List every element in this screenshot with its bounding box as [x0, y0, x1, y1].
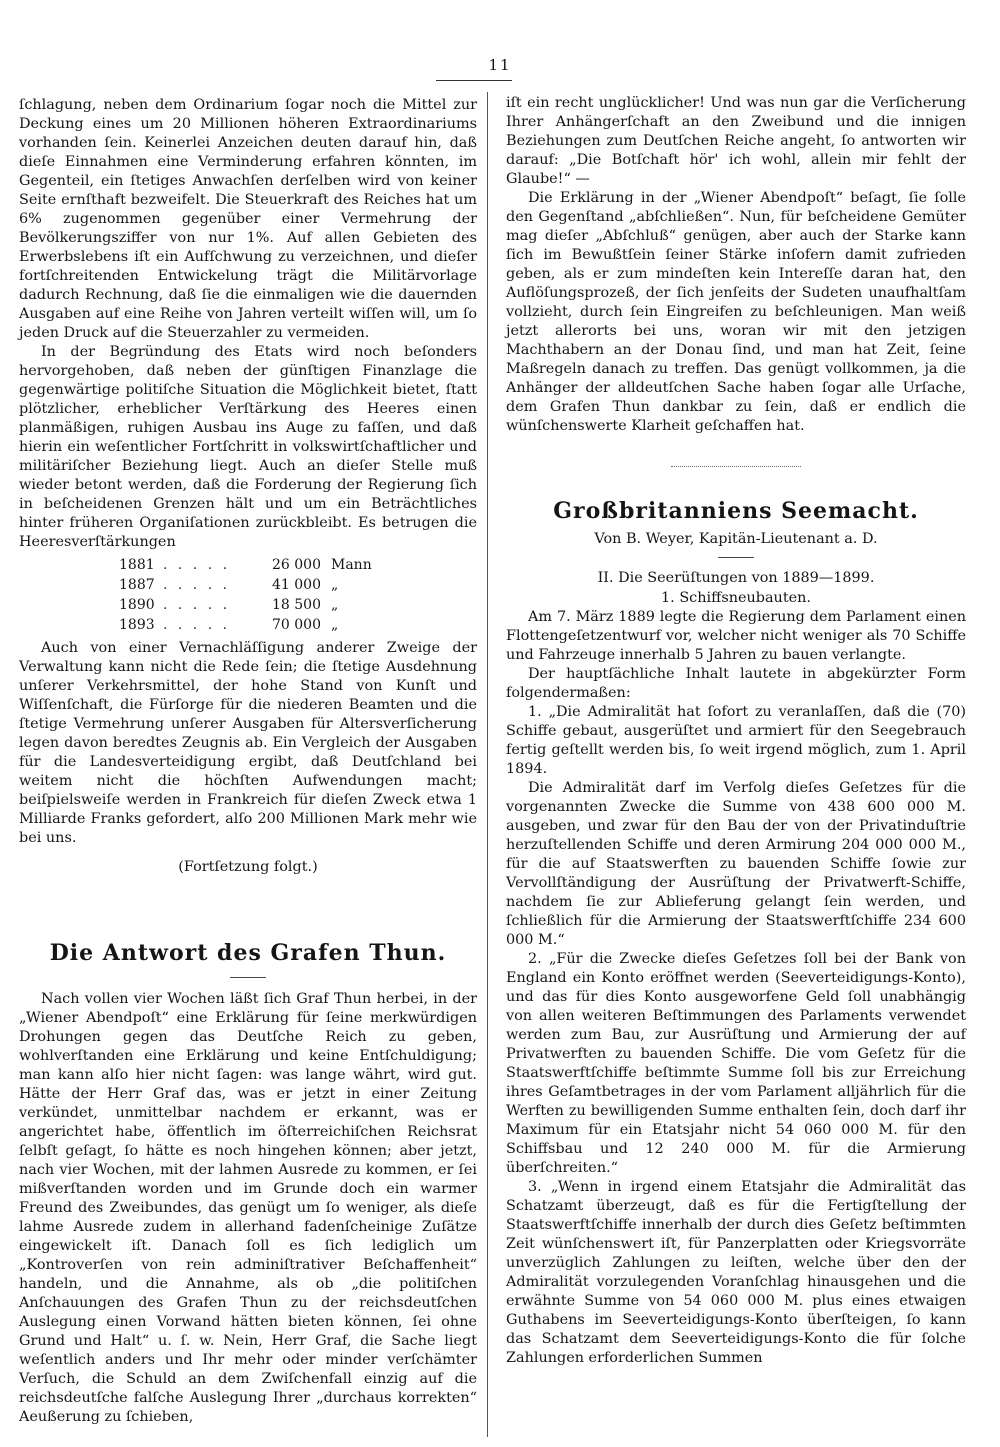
left-paragraph-1: ſchlagung, neben dem Ordinarium ſogar noch die Mittel zur Deckung eines um 20 Millionen höheren Extraordinariums vorhanden ſein. Keinerlei Anzeichen deuten darauf hin, daß dieſe Einnahmen eine Verminderung erfahren könnten, im Gegenteil, ein ſtetiges Anwachſen derſelben wird von keiner Seite ernſthaft bezweifelt. Die Steuerkraft des Reiches hat um 6% zugenommen gegenüber einer Vermehrung der Bevölkerungsziffer von nur 1%. Auf allen Gebieten des Erwerbslebens iſt ein Aufſchwung zu verzeichnen, und dieſer fortſchreitenden Entwickelung trägt die Militärvorlage dadurch Rechnung, daß ſie die einmaligen wie die dauernden Ausgaben auf eine Reihe von Jahren verteilt wiſſen will, um ſo jeden Druck auf die Steuerzahler zu vermeiden.	[19, 97, 477, 341]
table-year: 1893	[119, 617, 155, 633]
article-heading-seemacht: Großbritanniens Seemacht.	[553, 498, 919, 524]
subsection-heading: 1. Schiffsneubauten.	[661, 590, 811, 606]
right-paragraph-8: 3. „Wenn in irgend einem Etatsjahr die Admiralität das Schatzamt überzeugt, daß es für die Fertigſtellung der Staatswerftſchiffe innerhalb der durch dies Geſetz beſtimmten Zeit wünſchenswert iſt, für Panzerplatten oder Kriegsvorräte unverzüglich Zahlungen zu leiſten, welche über den der Admiralität vorzulegenden Voranſchlag hinausgehen und die erwähnte Summe von 54 060 000 M. plus eines etwaigen Guthabens im Seeverteidigungs-Konto überſteigen, ſo kann das Schatzamt dem Seeverteidigungs-Konto die für ſolche Zahlungen erforderlichen Summen	[506, 1179, 966, 1366]
article-heading-thun: Die Antwort des Grafen Thun.	[49, 940, 447, 966]
right-paragraph-1: iſt ein recht unglücklicher! Und was nun gar die Verſicherung Ihrer Anhängerſchaft an den Zweibund und die innigen Beziehungen zum Deutſchen Reiche angeht, ſo antworten wir darauf: „Die Botſchaft hör' ich wohl, allein mir fehlt der Glaube!“ —	[506, 95, 966, 187]
table-value: 18 500	[272, 597, 321, 613]
table-unit: „	[331, 597, 339, 613]
table-unit: „	[331, 577, 339, 593]
page-number: 11	[488, 56, 512, 74]
table-row	[119, 555, 477, 575]
section-heading: II. Die Seerüſtungen von 1889—1899.	[597, 570, 875, 586]
right-column	[506, 94, 966, 1368]
left-column	[19, 96, 477, 1427]
table-unit: Mann	[331, 557, 372, 573]
table-value: 41 000	[272, 577, 321, 593]
table-dots: . . . . .	[163, 597, 231, 613]
right-paragraph-5: 1. „Die Admiralität hat ſofort zu veranlaſſen, daß die (70) Schiffe gebaut, ausgerüſtet und armiert für den Seegebrauch fertig geſtellt werden bis, ſo weit irgend möglich, zum 1. April 1894.	[506, 704, 966, 777]
table-dots: . . . . .	[163, 577, 231, 593]
table-row	[119, 595, 477, 615]
left-paragraph-2: In der Begründung des Etats wird noch beſonders hervorgehoben, daß neben der günſtigen Finanzlage die gegenwärtige politiſche Situation die Möglichkeit bietet, ſtatt plötzlicher, erheblicher Verſtärkung des Heeres einen planmäßigen, ruhigen Ausbau ins Auge zu faſſen, und daß hierin ein weſentlicher Fortſchritt in volkswirtſchaftlicher und militäriſcher Beziehung liegt. Auch an dieſer Stelle muß wieder betont werden, daß die Forderung der Regierung ſich in beſcheidenen Grenzen hält und um ein Beträchtliches hinter früheren Organiſationen zurückbleibt. Es betrugen die Heeresverſtärkungen	[19, 344, 477, 550]
table-value: 70 000	[272, 617, 321, 633]
page-number-rule	[436, 80, 512, 81]
right-paragraph-2: Die Erklärung in der „Wiener Abendpoſt“ beſagt, ſie ſolle den Gegenſtand „abſchließen“. Nun, für beſcheidene Gemüter mag dieſer „Abſchluß“ genügen, aber auch der Starke kann ſich im Bewußtſein ſeiner Stärke inſofern damit zufrieden geben, als er zum mindeſten kein Intereſſe daran hat, den Auflöſungsprozeß, der ſich jenſeits der Sudeten unaufhaltſam vollzieht, durch ſein Eingreifen zu beſchleunigen. Man weiß jetzt allerorts bei uns, woran wir mit den jetzigen Machthabern an der Donau ſind, und man hat Zeit, ſeine Maßregeln danach zu treffen. Das genügt vollkommen, ja die Anhänger der alldeutſchen Sache haben ſogar alle Urſache, dem Grafen Thun dankbar zu ſein, daß er endlich die wünſchenswerte Klarheit geſchaffen hat.	[506, 190, 966, 434]
army-strength-table	[119, 555, 477, 635]
right-paragraph-3: Am 7. März 1889 legte die Regierung dem Parlament einen Flottengeſetzentwurf vor, welcher nicht weniger als 70 Schiffe und Fahrzeuge innerhalb 5 Jahren zu bauen verlangte.	[506, 609, 966, 663]
article-byline: Von B. Weyer, Kapitän-Lieutenant a. D.	[594, 531, 878, 547]
table-row	[119, 575, 477, 595]
right-paragraph-4: Der hauptſächliche Inhalt lautete in abgekürzter Form folgendermaßen:	[506, 666, 966, 701]
left-paragraph-3: Auch von einer Vernachläſſigung anderer Zweige der Verwaltung kann nicht die Rede ſein; die ſtetige Ausdehnung unſerer Verkehrsmittel, der hohe Stand von Kunſt und Wiſſenſchaft, die Fürſorge für die niederen Beamten und die ſtetige Vermehrung unſerer Ausgaben für Altersverſicherung legen davon beredtes Zeugnis ab. Ein Vergleich der Ausgaben für die Landesverteidigung ergibt, daß Deutſchland bei weitem nicht die höchſten Aufwendungen macht; beiſpielsweiſe werden in Frankreich für dieſen Zweck etwa 1 Milliarde Franks gefordert, alſo 200 Millionen Mark mehr wie bei uns.	[19, 640, 477, 846]
table-year: 1881	[119, 557, 155, 573]
table-dots: . . . . .	[163, 557, 231, 573]
continuation-note: (Fortſetzung folgt.)	[178, 859, 318, 875]
left-paragraph-4: Nach vollen vier Wochen läßt ſich Graf Thun herbei, in der „Wiener Abendpoſt“ eine Erklärung für ſeine merkwürdigen Drohungen gegen das Deutſche Reich zu geben, wohlverſtanden eine Erklärung und keine Entſchuldigung; man kann alſo hier nicht ſagen: was lange währt, wird gut. Hätte der Herr Graf das, was er jetzt in einer Zeitung verkündet, unmittelbar nachdem er erkannt, was er angerichtet habe, öffentlich im öſterreichiſchen Reichsrat ſelbſt geſagt, ſo hätte es noch hingehen können; aber jetzt, nach vier Wochen, mit der lahmen Ausrede zu kommen, er ſei mißverſtanden worden und im Grunde doch ein warmer Freund des Zweibundes, das genügt um ſo weniger, als dieſe lahme Ausrede zudem in allerhand fadenſcheinige Zuſätze eingewickelt iſt. Danach ſoll es ſich lediglich um „Kontroverſen von rein adminiſtrativer Beſchaffenheit“ handeln, und die Annahme, als ob „die politiſchen Anſchauungen des Grafen Thun zu der reichsdeutſchen Auslegung einen Vorwand hätten bieten können, ſei ohne Grund und Halt“ u. ſ. w. Nein, Herr Graf, die Sache liegt weſentlich anders und Ihr mehr oder minder verſchämter Verſuch, die Schuld an dem Zwiſchenfall einzig auf die reichsdeutſche falſche Auslegung Ihrer „durchaus korrekten“ Aeußerung zu ſchieben,	[19, 991, 477, 1425]
table-value: 26 000	[272, 557, 321, 573]
table-unit: „	[331, 617, 339, 633]
table-year: 1887	[119, 577, 155, 593]
table-row	[119, 615, 477, 635]
column-divider	[487, 92, 488, 1437]
table-dots: . . . . .	[163, 617, 231, 633]
right-paragraph-6: Die Admiralität darf im Verfolg dieſes Geſetzes für die vorgenannten Zwecke die Summe von 438 600 000 M. ausgeben, und zwar für den Bau der von der Privatinduſtrie herzuſtellenden Schiffe und deren Armirung 204 000 000 M., für die auf Staatswerften zu bauenden Schiffe ſowie zur Vervollſtändigung der Ausrüſtung der Privatwerft-Schiffe, nachdem ſie zur Ablieferung gelangt ſein werden, und ſchließlich für die Armierung der Staatswerftſchiffe 234 600 000 M.“	[506, 780, 966, 948]
table-year: 1890	[119, 597, 155, 613]
right-paragraph-7: 2. „Für die Zwecke dieſes Geſetzes ſoll bei der Bank von England ein Konto eröffnet werden (Seeverteidigungs-Konto), und das für dies Konto ausgeworfene Geld ſoll unabhängig von allen weiteren Beſtimmungen des Parlaments verwendet werden zum Bau, zur Ausrüſtung und Armierung der auf Privatwerften zu bauenden Schiffe. Die vom Geſetz für die Staatswerftſchiffe beſtimmte Summe ſoll bis zur Erreichung ihres Geſamtbetrages in der vom Parlament alljährlich für die Werften zu bewilligenden Summe enthalten ſein, doch darf ihr Maximum für ein Etatsjahr nicht 54 060 000 M. für den Schiffsbau und 12 240 000 M. für die Armierung überſchreiten.“	[506, 951, 966, 1176]
